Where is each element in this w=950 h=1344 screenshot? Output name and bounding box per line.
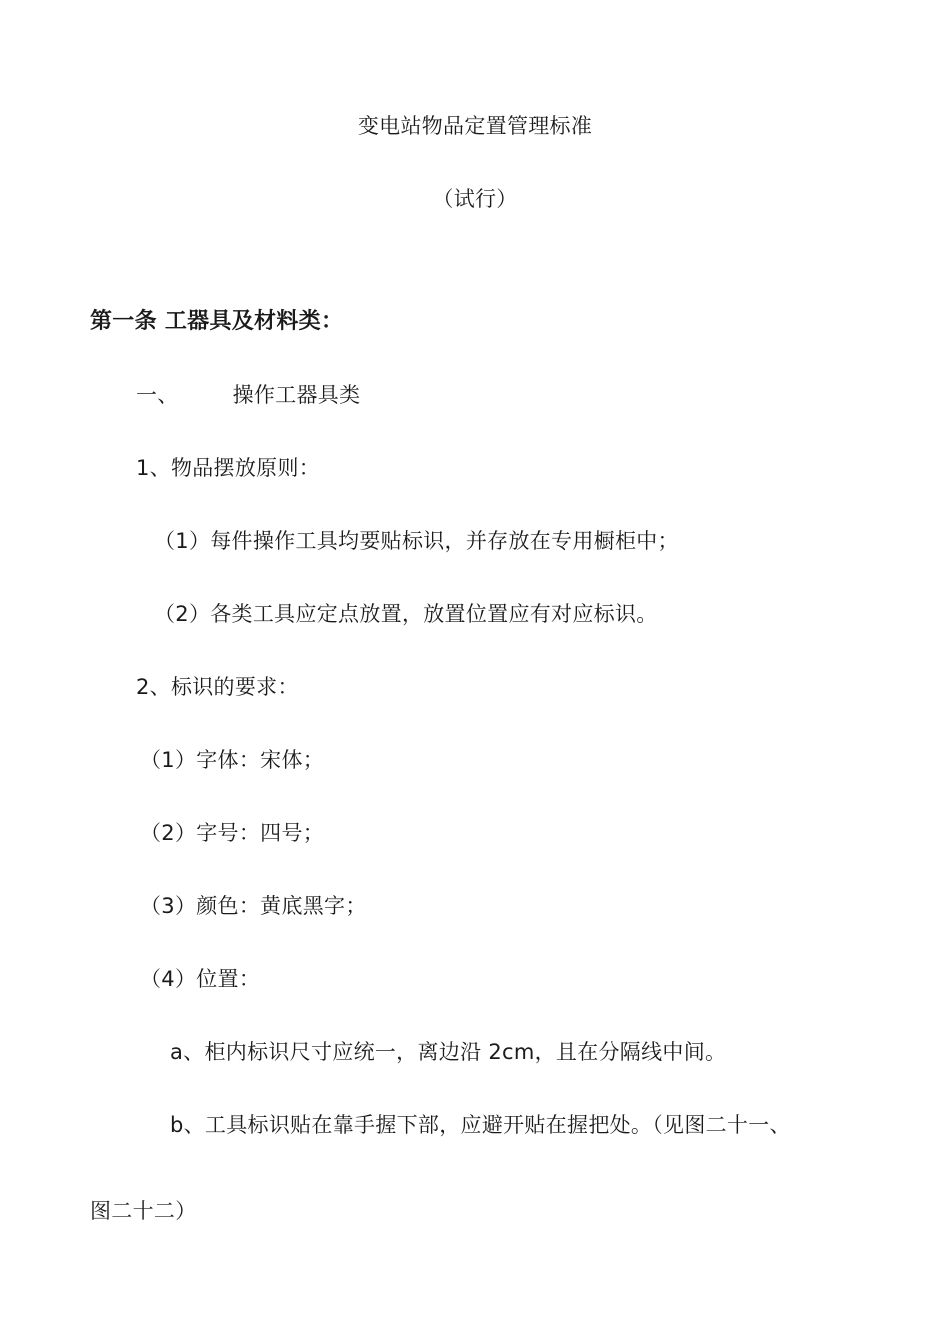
label-position-b-continued: 图二十二）: [90, 1199, 197, 1223]
document-subtitle: （试行）: [432, 187, 518, 211]
article-heading: 第一条 工器具及材料类：: [90, 309, 344, 334]
item-placement-rule-2: （2）各类工具应定点放置，放置位置应有对应标识。: [154, 602, 658, 626]
label-font-size: （2）字号：四号；: [140, 821, 325, 845]
label-position-a: a、柜内标识尺寸应统一，离边沿 2cm，且在分隔线中间。: [170, 1040, 727, 1064]
label-font: （1）字体：宋体；: [140, 748, 325, 772]
item-label-requirements: 2、标识的要求：: [136, 675, 299, 699]
label-position-b: b、工具标识贴在靠手握下部，应避开贴在握把处。（见图二十一、: [170, 1113, 791, 1137]
section-number: 一、: [136, 383, 179, 407]
item-placement-rule-1: （1）每件操作工具均要贴标识，并存放在专用橱柜中；: [154, 529, 679, 553]
document-title: 变电站物品定置管理标准: [357, 114, 593, 138]
label-color: （3）颜色：黄底黑字；: [140, 894, 367, 918]
label-position: （4）位置：: [140, 967, 261, 991]
section-title: 操作工器具类: [232, 383, 361, 407]
item-placement-principle: 1、物品摆放原则：: [136, 456, 321, 480]
section-heading: [136, 381, 360, 409]
